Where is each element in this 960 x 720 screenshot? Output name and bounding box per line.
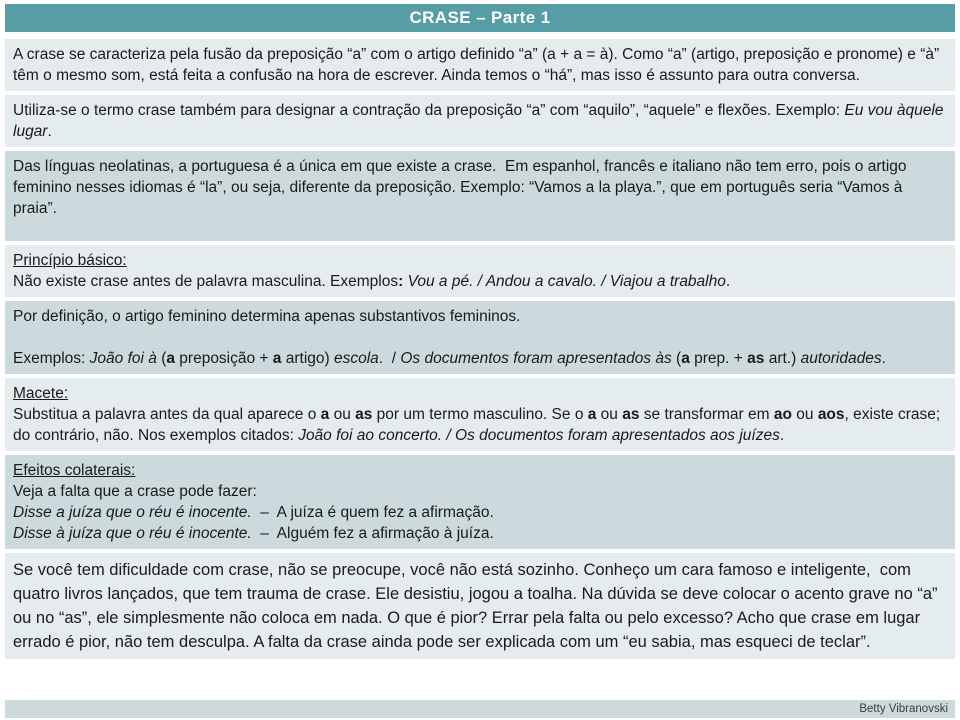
text-line	[13, 271, 947, 292]
text-run: a	[681, 350, 690, 367]
text-run: – Alguém fez a afirmação à juíza.	[251, 525, 494, 542]
text-run: as	[747, 350, 765, 367]
text-run: .	[881, 350, 886, 367]
text-run: ou	[791, 406, 818, 423]
author-credit: Betty Vibranovski	[859, 703, 948, 715]
text-run: preposição +	[174, 350, 273, 367]
text-line	[13, 383, 947, 404]
text-run: João foi à	[89, 350, 157, 367]
text-run: (	[156, 350, 167, 367]
text-run: Macete:	[13, 385, 69, 402]
text-line	[13, 156, 947, 219]
text-run: Utiliza-se o termo crase também para designar a contração da preposição “a” com “aquilo”, “aquele” e flexões. Exemplo:	[13, 102, 845, 119]
text-run: . /	[378, 350, 401, 367]
text-run: a	[320, 406, 330, 423]
text-run: aos	[817, 406, 845, 423]
text-run: artigo)	[281, 350, 334, 367]
text-run: por um termo masculino. Se o	[372, 406, 588, 423]
text-run: João foi ao concerto. / Os documentos foram apresentados aos juízes	[298, 427, 780, 444]
text-run: Por definição, o artigo feminino determina apenas substantivos femininos.	[13, 308, 521, 325]
text-line	[13, 404, 947, 446]
text-run: Veja a falta que a crase pode fazer:	[13, 483, 257, 500]
section-por-definicao	[5, 301, 955, 374]
text-run: ou	[329, 406, 356, 423]
text-run: autoridades	[800, 350, 882, 367]
text-run: – A juíza é quem fez a afirmação.	[251, 504, 494, 521]
text-run: Substitua a palavra antes da qual aparece o	[13, 406, 321, 423]
text-run: art.)	[764, 350, 801, 367]
text-run: Os documentos foram apresentados às	[400, 350, 672, 367]
footer-bar	[5, 700, 955, 718]
text-run: :	[398, 273, 404, 290]
text-line	[13, 460, 947, 481]
text-run: .	[47, 123, 52, 140]
section-neolatin-languages	[5, 151, 955, 241]
text-run: Exemplos:	[13, 350, 90, 367]
text-run: a	[166, 350, 175, 367]
text-run: .	[725, 273, 731, 290]
text-run: Das línguas neolatinas, a portuguesa é a única em que existe a crase. Em espanhol, francês e italiano não tem erro, pois o artigo feminino nesses idiomas é “la”, ou seja, diferente da preposição. Exemplo: “Vamos a la playa.”, que em português seria “Vamos à praia”.	[13, 158, 907, 217]
text-run: a	[272, 350, 282, 367]
section-crase-contraction	[5, 95, 955, 147]
text-run: .	[779, 427, 785, 444]
section-crase-definition	[5, 39, 955, 91]
section-efeitos-colaterais	[5, 455, 955, 549]
text-line	[13, 100, 947, 142]
text-line	[13, 481, 947, 502]
text-run: , existe crase; do contrário, não. Nos exemplos citados:	[13, 406, 941, 444]
section-conclusion	[5, 553, 955, 659]
text-run: as	[355, 406, 373, 423]
text-run: Vou a pé. / Andou a cavalo. / Viajou a trabalho	[407, 273, 726, 290]
text-run: as	[622, 406, 640, 423]
text-run: (	[671, 350, 682, 367]
text-line	[13, 44, 947, 86]
text-run: Eu vou àquele lugar	[13, 102, 944, 140]
text-line	[13, 558, 947, 654]
text-run: Princípio básico:	[13, 252, 127, 269]
text-run: se transformar em	[639, 406, 774, 423]
text-line	[13, 348, 947, 369]
text-line	[13, 327, 947, 348]
text-run	[13, 329, 17, 346]
text-run: prep. +	[689, 350, 748, 367]
text-line	[13, 502, 947, 523]
text-run: ao	[773, 406, 792, 423]
text-run: Não existe crase antes de palavra masculina. Exemplos	[13, 273, 399, 290]
text-line	[13, 250, 947, 271]
text-run: Disse à juíza que o réu é inocente.	[13, 525, 252, 542]
section-principio-basico	[5, 245, 955, 297]
section-macete	[5, 378, 955, 451]
text-run: escola	[333, 350, 379, 367]
text-run: ou	[596, 406, 623, 423]
text-run: A crase se caracteriza pela fusão da preposição “a” com o artigo definido “a” (a + a = à). Como “a” (artigo, preposição e pronome) e “à” têm o mesmo som, está feita a confusão na hora de escrever. Ainda temos o “há”, mas isso é assunto para outra conversa.	[13, 46, 940, 84]
text-run: Se você tem dificuldade com crase, não se preocupe, você não está sozinho. Conheço um cara famoso e inteligente, com quatro livros lançados, que tem trauma de crase. Ele desistiu, jogou a toalha. Na dúvida se deve colocar o acento grave no “a” ou no “as”, ele simplesmente não coloca em nada. O que é pior? Errar pela falta ou pelo excesso? Acho que crase em lugar errado é pior, não tem desculpa. A falta da crase ainda pode ser explicada com um “eu sabia, mas esqueci de teclar”.	[13, 561, 938, 651]
text-run: Disse a juíza que o réu é inocente.	[13, 504, 252, 521]
text-line	[13, 306, 947, 327]
text-run: Efeitos colaterais:	[13, 462, 136, 479]
text-run: a	[587, 406, 597, 423]
slide-title: CRASE – Parte 1	[409, 8, 551, 27]
text-line	[13, 523, 947, 544]
slide-title-bar	[5, 4, 955, 32]
